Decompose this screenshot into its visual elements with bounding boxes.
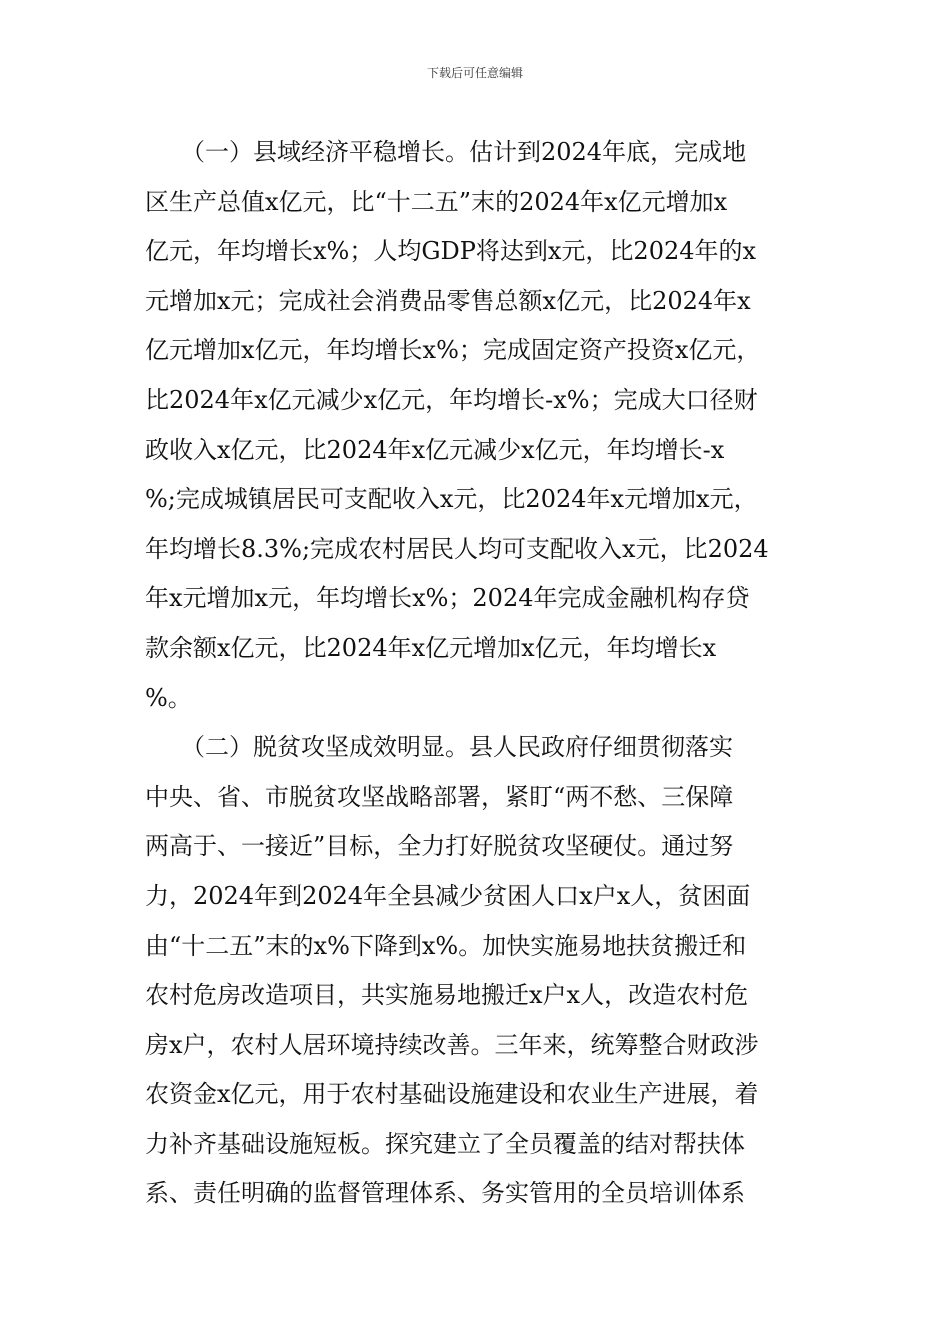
text-line: 系、责任明确的监督管理体系、务实管用的全员培训体系: [145, 1179, 745, 1208]
text-line: 比2024年x亿元减少x亿元，年均增长-x%；完成大口径财: [145, 385, 758, 414]
text-line: 年均增长8.3%;完成农村居民人均可支配收入x元，比2024: [145, 534, 769, 563]
text-line: 亿元，年均增长x%；人均GDP将达到x元，比2024年的x: [145, 237, 757, 266]
document-body: [145, 128, 810, 1219]
page-header: 下载后可任意编辑: [426, 66, 523, 80]
text-line: 政收入x亿元，比2024年x亿元减少x亿元，年均增长-x: [145, 435, 725, 464]
text-line: 年x元增加x元，年均增长x%；2024年完成金融机构存贷: [145, 584, 750, 613]
text-line: （二）脱贫攻坚成效明显。县人民政府仔细贯彻落实: [145, 733, 733, 762]
text-line: %。: [145, 683, 192, 712]
text-line: （一）县域经济平稳增长。估计到2024年底，完成地: [145, 138, 747, 166]
text-line: 元增加x元；完成社会消费品零售总额x亿元，比2024年x: [145, 286, 751, 315]
text-line: 力，2024年到2024年全县减少贫困人口x户x人，贫困面: [145, 881, 751, 910]
text-line: 由“十二五”末的x%下降到x%。加快实施易地扶贫搬迁和: [145, 931, 747, 960]
text-line: 农村危房改造项目，共实施易地搬迁x户x人，改造农村危: [145, 981, 749, 1010]
text-line: 两高于、一接近”目标，全力打好脱贫攻坚硬仗。通过努: [145, 832, 734, 861]
text-line: 房x户，农村人居环境持续改善。三年来，统筹整合财政涉: [145, 1030, 759, 1059]
text-line: 区生产总值x亿元，比“十二五”末的2024年x亿元增加x: [145, 187, 728, 216]
text-line: 力补齐基础设施短板。探究建立了全员覆盖的结对帮扶体: [145, 1129, 745, 1158]
text-line: 款余额x亿元，比2024年x亿元增加x亿元，年均增长x: [145, 633, 717, 662]
text-line: %;完成城镇居民可支配收入x元，比2024年x元增加x元，: [145, 485, 758, 514]
text-line: 农资金x亿元，用于农村基础设施建设和农业生产进展，着: [145, 1080, 759, 1109]
text-line: 亿元增加x亿元，年均增长x%；完成固定资产投资x亿元，: [145, 336, 761, 365]
text-line: 中央、省、市脱贫攻坚战略部署，紧盯“两不愁、三保障: [145, 782, 734, 811]
